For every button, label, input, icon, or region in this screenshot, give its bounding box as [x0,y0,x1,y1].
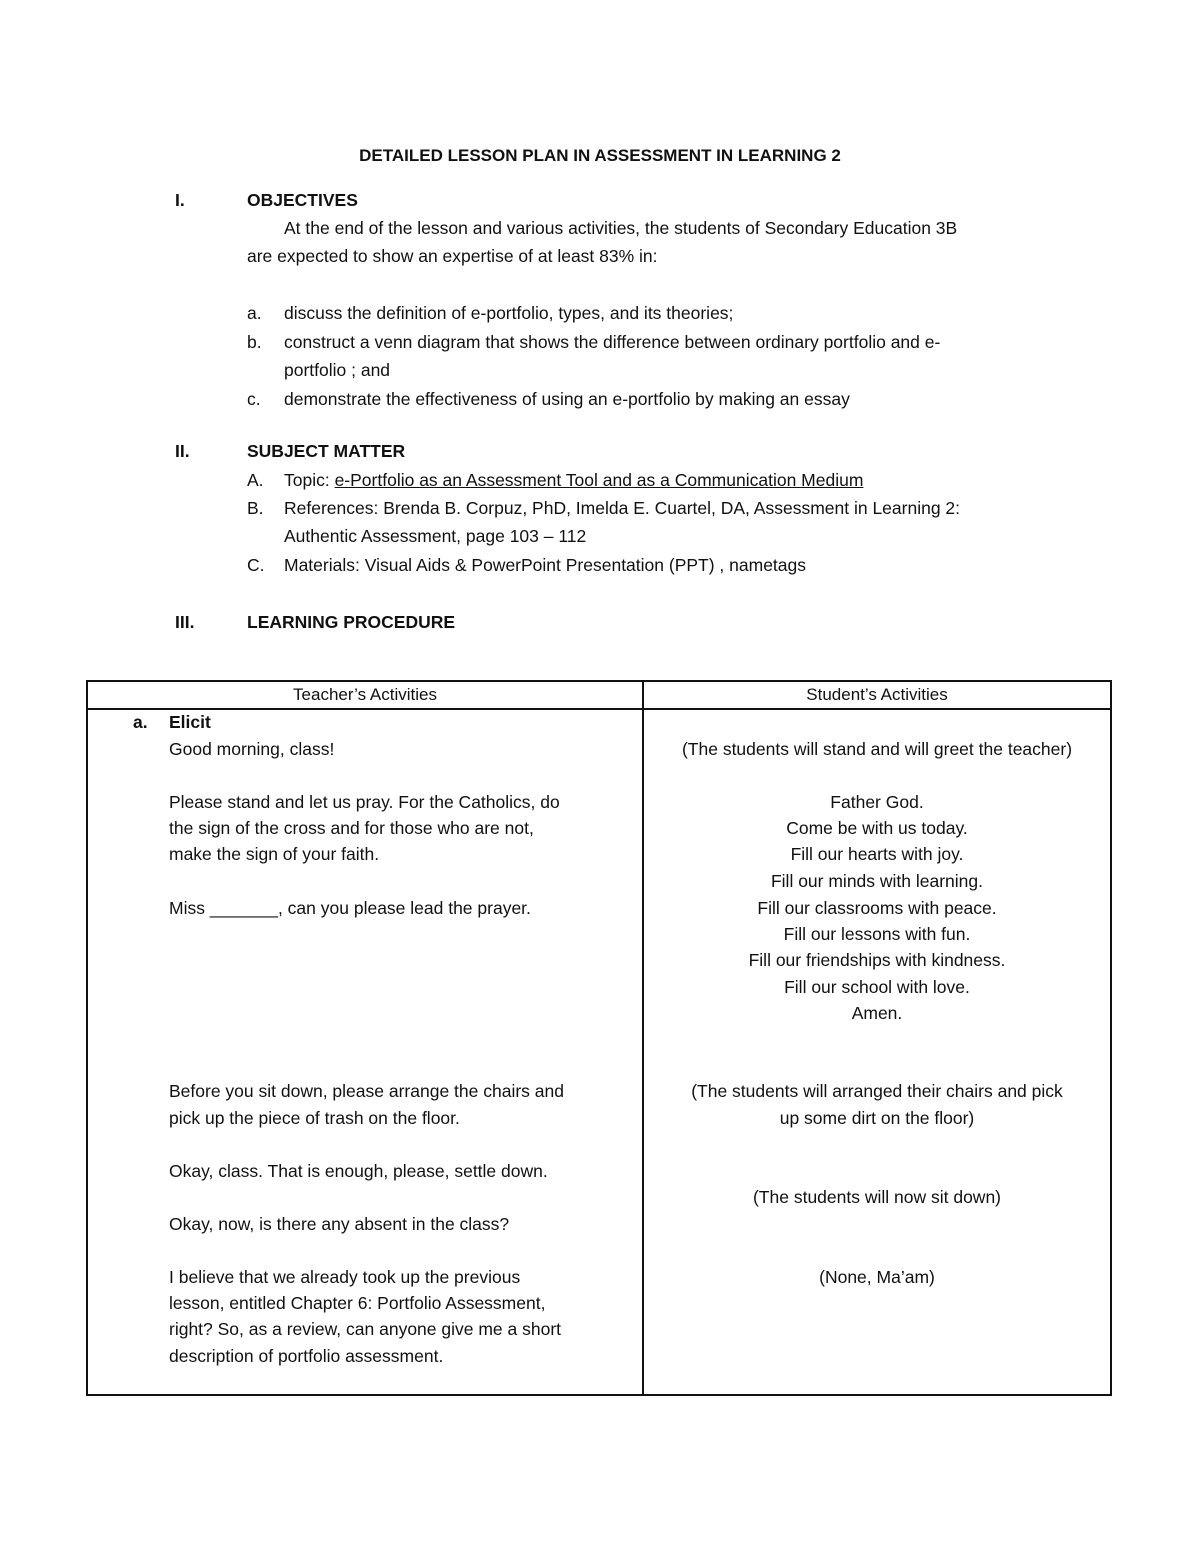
topic-label: Topic: [284,470,335,490]
subject-c-letter: C. [247,555,265,575]
objective-c-letter: c. [247,389,261,409]
teacher-activities-cell [87,709,643,1395]
prayer-line: Fill our lessons with fun. [783,924,971,944]
teacher-line: Miss _______, can you please lead the prayer. [169,898,531,918]
table-header-row [87,681,1111,709]
teacher-line: I believe that we already took up the previous [169,1267,521,1287]
prayer-line: Fill our friendships with kindness. [748,950,1006,970]
prayer-line: Father God. [830,792,924,812]
section-title: Elicit [169,712,211,732]
prayer-line: Fill our school with love. [784,977,970,997]
objectives-number: I. [175,190,185,210]
prayer-line: Fill our hearts with joy. [790,844,964,864]
references-line-2: Authentic Assessment, page 103 – 112 [284,526,587,546]
student-activities-header: Student’s Activities [643,681,1111,709]
teacher-line: make the sign of your faith. [169,844,380,864]
teacher-line: Please stand and let us pray. For the Catholics, do [169,792,560,812]
teacher-line: Okay, class. That is enough, please, settle down. [169,1161,548,1181]
procedure-heading: LEARNING PROCEDURE [247,612,456,632]
objective-b-text-line-2: portfolio ; and [284,360,391,380]
references-line-1: References: Brenda B. Corpuz, PhD, Imelda E. Cuartel, DA, Assessment in Learning 2: [284,498,961,518]
teacher-line: description of portfolio assessment. [169,1346,444,1366]
teacher-line: pick up the piece of trash on the floor. [169,1108,460,1128]
objective-a-letter: a. [247,303,262,323]
procedure-number: III. [175,612,195,632]
teacher-line: the sign of the cross and for those who are not, [169,818,534,838]
teacher-line: right? So, as a review, can anyone give me a short [169,1319,562,1339]
table-row [87,709,1111,1395]
subject-number: II. [175,441,190,461]
student-line: (The students will stand and will greet the teacher) [681,739,1073,759]
objectives-heading: OBJECTIVES [247,190,358,210]
section-letter: a. [133,712,148,732]
topic-line [284,470,863,491]
teacher-line: lesson, entitled Chapter 6: Portfolio Assessment, [169,1293,546,1313]
subject-a-letter: A. [247,470,264,490]
subject-b-letter: B. [247,498,264,518]
objective-b-text-line-1: construct a venn diagram that shows the difference between ordinary portfolio and e- [284,332,941,352]
topic-value: e-Portfolio as an Assessment Tool and as a Communication Medium [334,470,864,490]
objectives-intro-line-2: are expected to show an expertise of at least 83% in: [247,246,658,266]
objective-c-text: demonstrate the effectiveness of using an e-portfolio by making an essay [284,389,850,409]
activities-table [86,680,1112,1396]
prayer-line: Fill our classrooms with peace. [757,898,997,918]
prayer-line: Come be with us today. [786,818,968,838]
teacher-line: Okay, now, is there any absent in the class? [169,1214,510,1234]
subject-heading: SUBJECT MATTER [247,441,406,461]
teacher-line: Before you sit down, please arrange the chairs and [169,1081,564,1101]
materials-line: Materials: Visual Aids & PowerPoint Presentation (PPT) , nametags [284,555,807,575]
prayer-line: Fill our minds with learning. [770,871,984,891]
document-title: DETAILED LESSON PLAN IN ASSESSMENT IN LEARNING 2 [359,146,841,165]
teacher-activities-header: Teacher’s Activities [87,681,643,709]
student-line: up some dirt on the floor) [779,1108,975,1128]
objectives-intro-line-1: At the end of the lesson and various activities, the students of Secondary Education 3B [284,218,958,238]
objective-a-text: discuss the definition of e-portfolio, types, and its theories; [284,303,734,323]
student-line: (The students will arranged their chairs and pick [691,1081,1063,1101]
prayer-line: Amen. [851,1003,903,1023]
objective-b-letter: b. [247,332,262,352]
teacher-line: Good morning, class! [169,739,335,759]
student-activities-cell [643,709,1111,1395]
student-line: (None, Ma’am) [819,1267,935,1287]
student-line: (The students will now sit down) [752,1187,1002,1207]
